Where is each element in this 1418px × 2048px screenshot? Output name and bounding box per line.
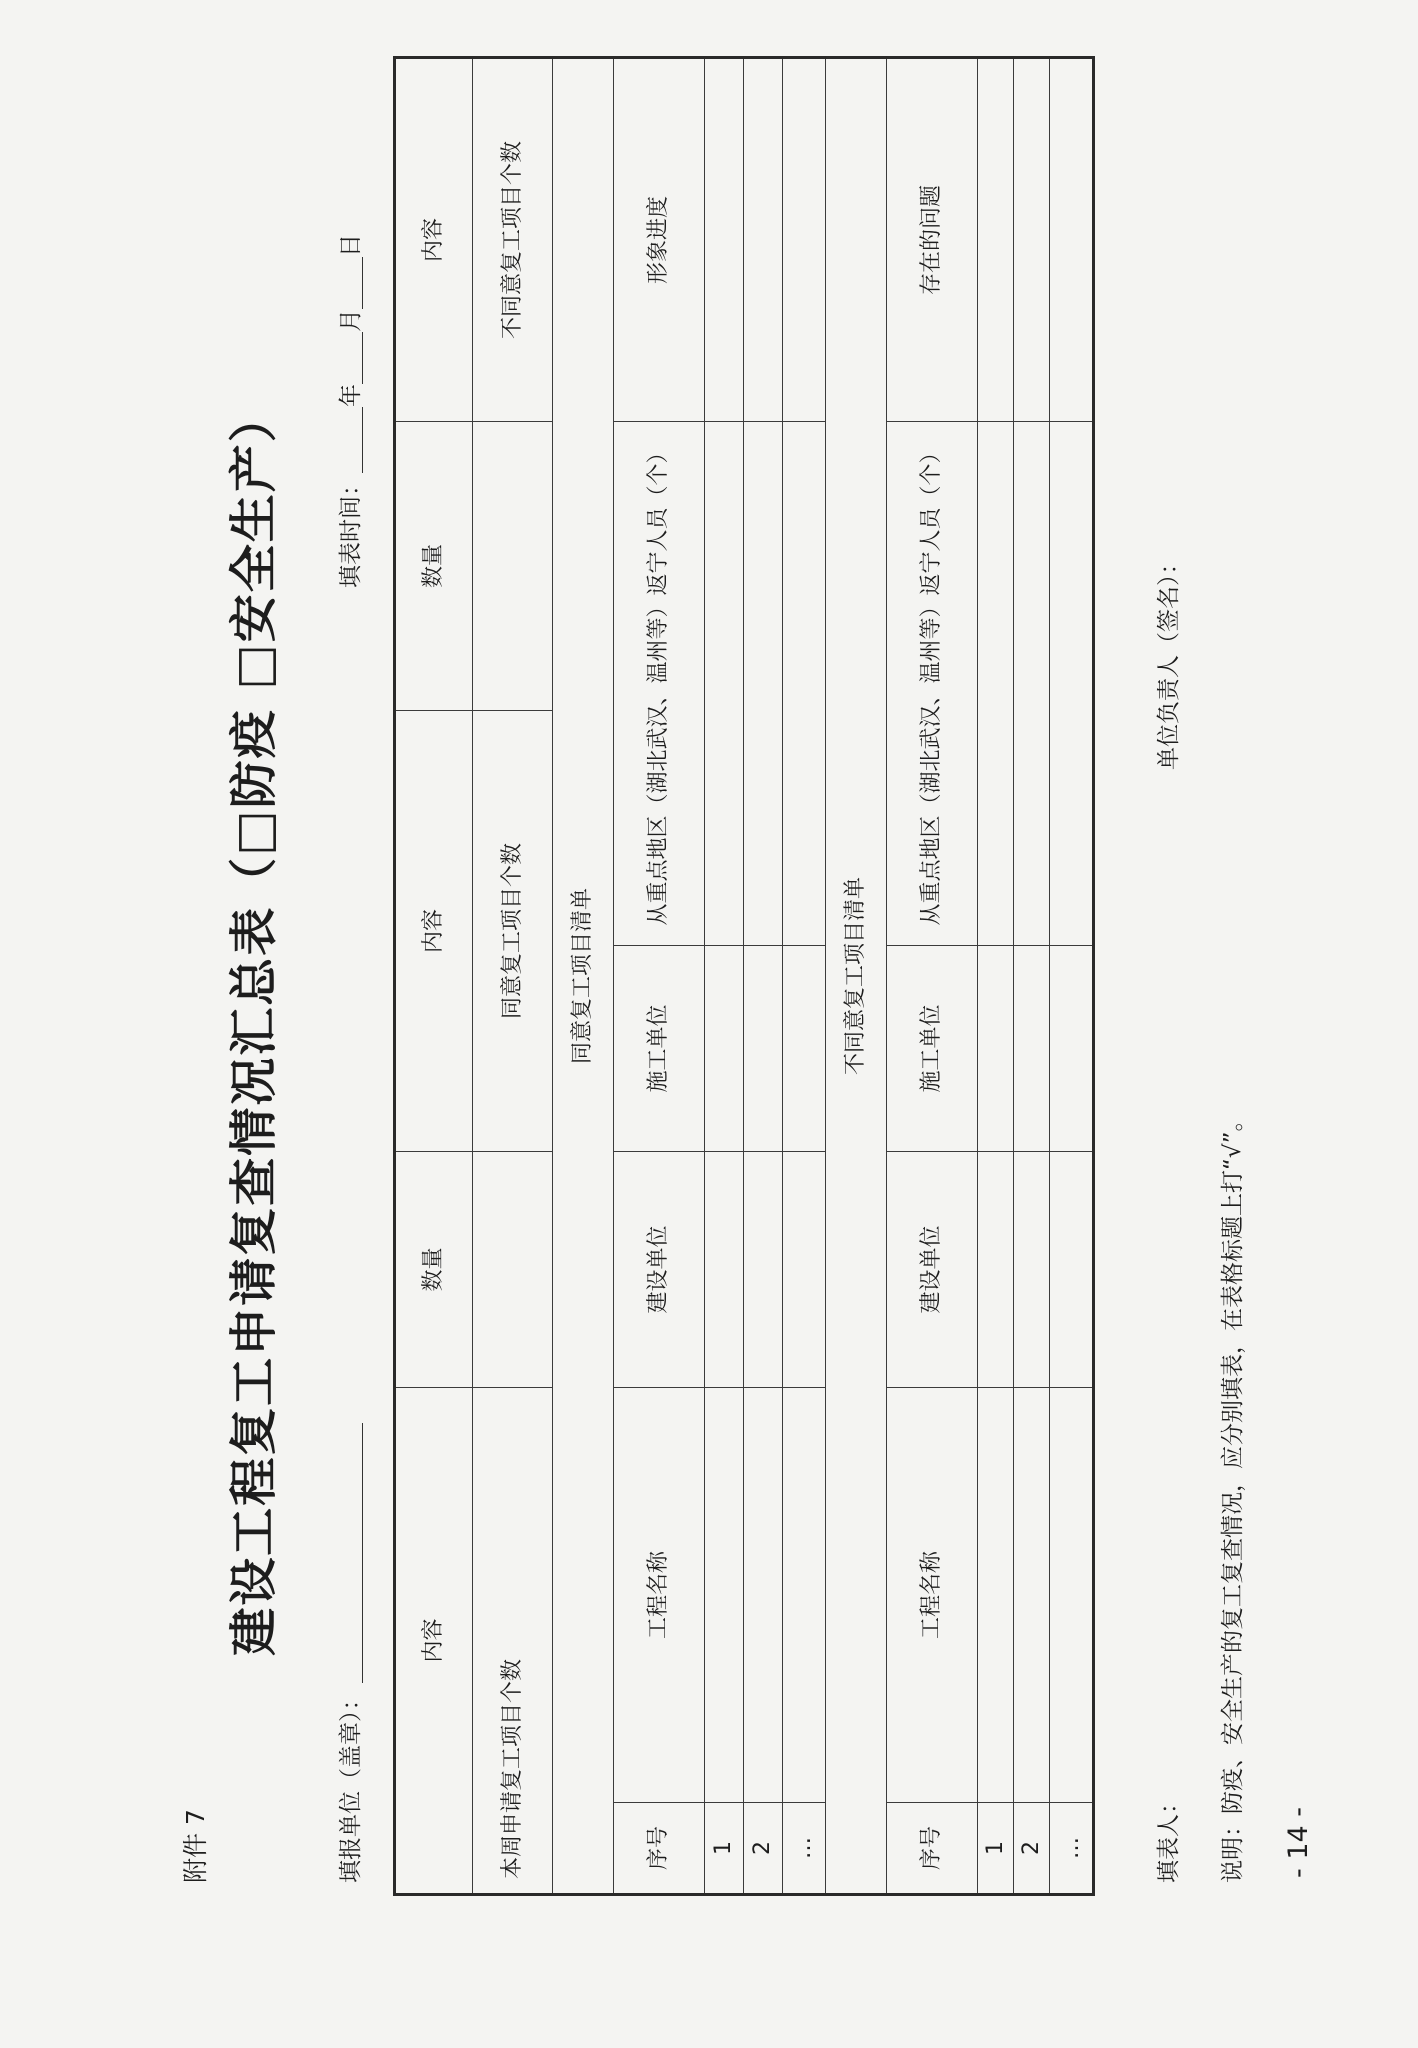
summary-quantity-header: 数量 [395,421,473,710]
month-label: 月 [338,309,364,332]
approved-section-title: 同意复工项目清单 [553,57,614,1894]
project-name-cell[interactable] [783,1387,826,1802]
project-name-header: 工程名称 [887,1387,978,1802]
fill-unit-field [340,1424,363,1884]
year-label: 年 [338,384,364,407]
fill-time-field [340,234,363,588]
progress-cell[interactable] [705,57,744,421]
rejected-header-row [887,57,978,1894]
month-blank[interactable] [340,332,363,384]
contractor-cell[interactable] [1014,945,1050,1151]
seq-cell: … [1050,1803,1094,1895]
year-blank[interactable] [340,407,363,473]
approved-count-value[interactable] [473,421,553,710]
contractor-cell[interactable] [783,945,826,1151]
manager-signature-label: 单位负责人（签名）： [1156,551,1182,770]
appendix-label: 附件 7 [181,1809,210,1883]
table-row [1050,57,1094,1894]
project-name-cell[interactable] [1050,1387,1094,1802]
summary-header-row [395,57,473,1894]
filler-label: 填表人： [1156,1791,1182,1883]
seq-header: 序号 [614,1803,705,1895]
summary-quantity-header: 数量 [395,1151,473,1387]
table-row [978,57,1014,1894]
progress-cell[interactable] [744,57,783,421]
summary-content-header: 内容 [395,1387,473,1894]
returnees-cell[interactable] [978,421,1014,945]
returnees-cell[interactable] [1014,421,1050,945]
returnees-cell[interactable] [783,421,826,945]
builder-header: 建设单位 [887,1151,978,1387]
returnees-cell[interactable] [744,421,783,945]
approved-header-row [614,57,705,1894]
project-name-cell[interactable] [1014,1387,1050,1802]
returnees-cell[interactable] [1050,421,1094,945]
builder-cell[interactable] [783,1151,826,1387]
summary-content-header: 内容 [395,57,473,421]
instruction-note: 说明：防疫、安全生产的复工复查情况，应分别填表，在表格标题上打“√”。 [1220,1108,1246,1883]
rejected-section-title: 不同意复工项目清单 [826,57,887,1894]
page-number: - 14 - [1283,1806,1314,1878]
contractor-cell[interactable] [978,945,1014,1151]
builder-cell[interactable] [978,1151,1014,1387]
day-blank[interactable] [340,257,363,309]
summary-table [393,56,1095,1896]
issues-cell[interactable] [1050,57,1094,421]
issues-cell[interactable] [978,57,1014,421]
seq-cell: 1 [705,1803,744,1895]
summary-content-header: 内容 [395,710,473,1151]
summary-values-row [473,57,553,1894]
returnees-header: 从重点地区（湖北武汉、温州等）返宁人员（个） [887,421,978,945]
fill-time-label: 填表时间： [338,473,364,588]
project-name-header: 工程名称 [614,1387,705,1802]
progress-header: 形象进度 [614,57,705,421]
contractor-header: 施工单位 [887,945,978,1151]
approved-section-row [553,57,614,1894]
approved-count-label: 同意复工项目个数 [473,710,553,1151]
weekly-applications-label: 本周申请复工项目个数 [473,1387,553,1894]
contractor-header: 施工单位 [614,945,705,1151]
returnees-cell[interactable] [705,421,744,945]
returnees-header: 从重点地区（湖北武汉、温州等）返宁人员（个） [614,421,705,945]
issues-cell[interactable] [1014,57,1050,421]
contractor-cell[interactable] [744,945,783,1151]
page-title: 建设工程复工申请复查情况汇总表（□防疫 □安全生产） [226,392,282,1656]
builder-cell[interactable] [1050,1151,1094,1387]
table-row [744,57,783,1894]
seq-header: 序号 [887,1803,978,1895]
project-name-cell[interactable] [978,1387,1014,1802]
builder-cell[interactable] [744,1151,783,1387]
issues-header: 存在的问题 [887,57,978,421]
seq-cell: 2 [1014,1803,1050,1895]
builder-header: 建设单位 [614,1151,705,1387]
seq-cell: 1 [978,1803,1014,1895]
builder-cell[interactable] [705,1151,744,1387]
weekly-applications-value[interactable] [473,1151,553,1387]
seq-cell: 2 [744,1803,783,1895]
fill-unit-blank[interactable] [340,1424,363,1684]
progress-cell[interactable] [783,57,826,421]
fill-unit-label: 填报单位（盖章）： [338,1687,364,1883]
table-row [1014,57,1050,1894]
contractor-cell[interactable] [705,945,744,1151]
project-name-cell[interactable] [705,1387,744,1802]
builder-cell[interactable] [1014,1151,1050,1387]
seq-cell: … [783,1803,826,1895]
contractor-cell[interactable] [1050,945,1094,1151]
day-label: 日 [338,234,364,257]
project-name-cell[interactable] [744,1387,783,1802]
rejected-count-label: 不同意复工项目个数 [473,57,553,421]
table-row [783,57,826,1894]
table-row [705,57,744,1894]
rejected-section-row [826,57,887,1894]
